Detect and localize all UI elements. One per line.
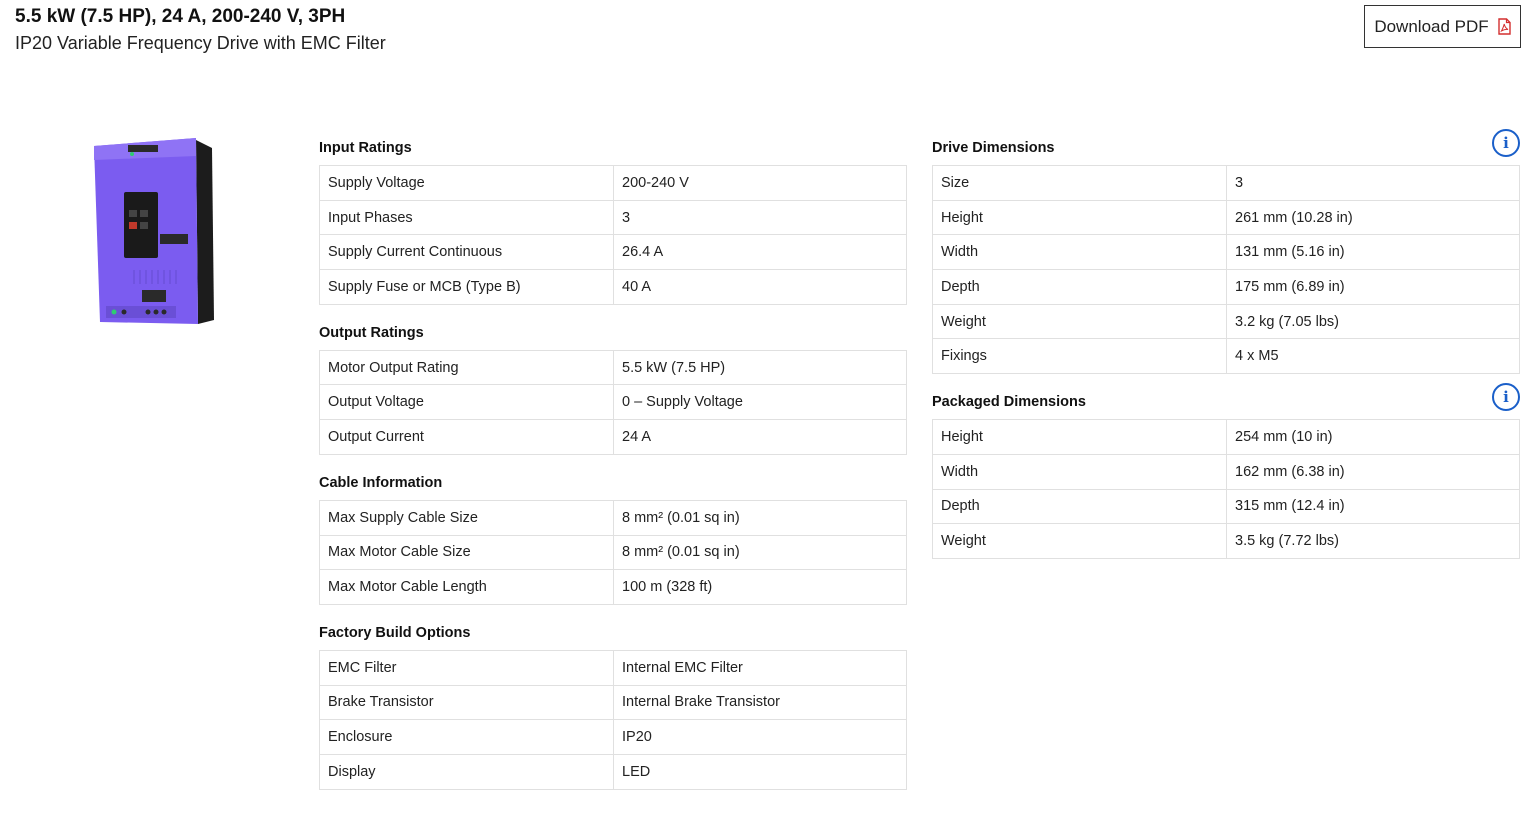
table-row bbox=[320, 500, 907, 535]
spec-label: Brake Transistor bbox=[320, 685, 614, 720]
spec-value: 175 mm (6.89 in) bbox=[1227, 270, 1520, 305]
table-row bbox=[320, 166, 907, 201]
right-spec-column bbox=[932, 134, 1520, 577]
spec-value: 8 mm² (0.01 sq in) bbox=[614, 535, 907, 570]
spec-label: EMC Filter bbox=[320, 650, 614, 685]
spec-value: Internal EMC Filter bbox=[614, 650, 907, 685]
spec-label: Width bbox=[933, 235, 1227, 270]
table-row bbox=[933, 339, 1520, 374]
section-header bbox=[319, 138, 907, 165]
table-row bbox=[320, 385, 907, 420]
spec-value: 3.5 kg (7.72 lbs) bbox=[1227, 524, 1520, 559]
table-row bbox=[933, 166, 1520, 201]
spec-label: Input Phases bbox=[320, 200, 614, 235]
spec-section bbox=[319, 138, 907, 305]
table-row bbox=[320, 235, 907, 270]
spec-value: 0 – Supply Voltage bbox=[614, 385, 907, 420]
section-title: Drive Dimensions bbox=[932, 140, 1055, 156]
table-row bbox=[933, 524, 1520, 559]
spec-section bbox=[932, 134, 1520, 374]
left-spec-column bbox=[319, 138, 907, 808]
spec-label: Size bbox=[933, 166, 1227, 201]
page-title: 5.5 kW (7.5 HP), 24 A, 200-240 V, 3PH bbox=[15, 6, 346, 27]
spec-label: Depth bbox=[933, 489, 1227, 524]
section-title: Cable Information bbox=[319, 474, 443, 491]
spec-label: Supply Fuse or MCB (Type B) bbox=[320, 270, 614, 305]
spec-label: Max Supply Cable Size bbox=[320, 500, 614, 535]
table-row bbox=[933, 235, 1520, 270]
spec-table bbox=[319, 650, 907, 790]
spec-value: 3 bbox=[1227, 166, 1520, 201]
pdf-file-icon bbox=[1498, 18, 1511, 35]
spec-table bbox=[932, 165, 1520, 374]
spec-table bbox=[319, 350, 907, 455]
section-header bbox=[932, 388, 1520, 419]
spec-value: LED bbox=[614, 754, 907, 789]
section-header bbox=[319, 623, 907, 650]
spec-table bbox=[319, 500, 907, 605]
table-row bbox=[933, 200, 1520, 235]
section-header bbox=[932, 134, 1520, 165]
spec-label: Output Current bbox=[320, 420, 614, 455]
table-row bbox=[933, 420, 1520, 455]
spec-label: Supply Current Continuous bbox=[320, 235, 614, 270]
section-header bbox=[319, 323, 907, 350]
spec-value: Internal Brake Transistor bbox=[614, 685, 907, 720]
spec-section bbox=[932, 388, 1520, 559]
spec-label: Output Voltage bbox=[320, 385, 614, 420]
section-title: Input Ratings bbox=[319, 140, 412, 156]
spec-label: Depth bbox=[933, 270, 1227, 305]
spec-label: Weight bbox=[933, 304, 1227, 339]
spec-section bbox=[319, 323, 907, 455]
spec-value: 254 mm (10 in) bbox=[1227, 420, 1520, 455]
spec-value: 4 x M5 bbox=[1227, 339, 1520, 374]
spec-label: Weight bbox=[933, 524, 1227, 559]
section-title: Packaged Dimensions bbox=[932, 394, 1086, 411]
table-row bbox=[320, 720, 907, 755]
section-title: Output Ratings bbox=[319, 324, 424, 341]
spec-label: Height bbox=[933, 200, 1227, 235]
spec-value: 261 mm (10.28 in) bbox=[1227, 200, 1520, 235]
spec-value: 162 mm (6.38 in) bbox=[1227, 454, 1520, 489]
table-row bbox=[320, 350, 907, 385]
download-pdf-label: Download PDF bbox=[1374, 16, 1489, 36]
spec-value: 100 m (328 ft) bbox=[614, 570, 907, 605]
spec-label: Max Motor Cable Length bbox=[320, 570, 614, 605]
spec-value: 26.4 A bbox=[614, 235, 907, 270]
spec-label: Fixings bbox=[933, 339, 1227, 374]
spec-table bbox=[932, 419, 1520, 559]
spec-table bbox=[319, 165, 907, 305]
spec-label: Height bbox=[933, 420, 1227, 455]
spec-section bbox=[319, 473, 907, 605]
info-circle-icon[interactable]: i bbox=[1492, 383, 1520, 411]
spec-section bbox=[319, 623, 907, 790]
spec-value: 131 mm (5.16 in) bbox=[1227, 235, 1520, 270]
table-row bbox=[933, 270, 1520, 305]
table-row bbox=[933, 489, 1520, 524]
spec-label: Motor Output Rating bbox=[320, 350, 614, 385]
download-pdf-button[interactable] bbox=[1364, 5, 1521, 48]
table-row bbox=[933, 454, 1520, 489]
section-header bbox=[319, 473, 907, 500]
spec-value: 315 mm (12.4 in) bbox=[1227, 489, 1520, 524]
table-row bbox=[320, 420, 907, 455]
table-row bbox=[320, 200, 907, 235]
spec-value: 5.5 kW (7.5 HP) bbox=[614, 350, 907, 385]
spec-value: 40 A bbox=[614, 270, 907, 305]
spec-value: 3.2 kg (7.05 lbs) bbox=[1227, 304, 1520, 339]
spec-value: 200-240 V bbox=[614, 166, 907, 201]
table-row bbox=[320, 754, 907, 789]
spec-label: Max Motor Cable Size bbox=[320, 535, 614, 570]
spec-value: 3 bbox=[614, 200, 907, 235]
drive-product-image bbox=[84, 134, 220, 328]
spec-label: Supply Voltage bbox=[320, 166, 614, 201]
section-title: Factory Build Options bbox=[319, 624, 471, 641]
spec-value: 8 mm² (0.01 sq in) bbox=[614, 500, 907, 535]
table-row bbox=[320, 535, 907, 570]
spec-label: Width bbox=[933, 454, 1227, 489]
spec-label: Enclosure bbox=[320, 720, 614, 755]
table-row bbox=[320, 650, 907, 685]
table-row bbox=[320, 570, 907, 605]
table-row bbox=[320, 270, 907, 305]
table-row bbox=[933, 304, 1520, 339]
info-circle-icon[interactable]: i bbox=[1492, 129, 1520, 157]
spec-value: 24 A bbox=[614, 420, 907, 455]
spec-label: Display bbox=[320, 754, 614, 789]
table-row bbox=[320, 685, 907, 720]
page-subtitle: IP20 Variable Frequency Drive with EMC Filter bbox=[15, 33, 386, 53]
spec-value: IP20 bbox=[614, 720, 907, 755]
